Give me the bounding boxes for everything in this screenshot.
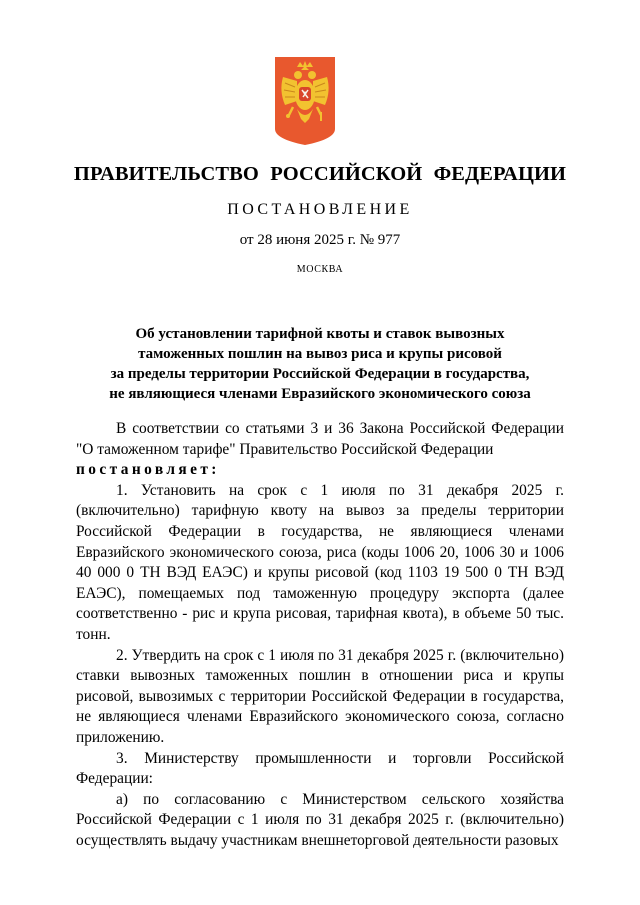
subject-line: таможенных пошлин на вывоз риса и крупы рисовой [138,346,502,362]
document-city: МОСКВА [296,264,344,275]
item-2-paragraph: 2. Утвердить на срок с 1 июля по 31 декабря 2025 г. (включительно) ставки вывозных таможенных пошлин в отношении риса и крупы рисовой, вывозимых с территории Российской Федерации в государства, не являющиеся членами Евразийского экономического союза, согласно приложению. [76,646,564,746]
item-3a-paragraph: а) по согласованию с Министерством сельского хозяйства Российской Федерации с 1 июля по 31 декабря 2025 г. (включительно) осуществлять выдачу участникам внешнеторговой деятельности разовых [76,790,564,849]
subject-line: за пределы территории Российской Федерации в государства, [110,366,530,382]
coat-of-arms-icon [275,57,335,145]
resolves-word: постановляет: [76,461,220,479]
document-body [76,419,564,851]
resolves-line [76,460,564,481]
item-3-paragraph: 3. Министерству промышленности и торговли Российской Федерации: [76,749,564,788]
subject-line: не являющиеся членами Евразийского экономического союза [109,386,531,402]
document-type: ПОСТАНОВЛЕНИЕ [227,201,413,218]
item-1-paragraph: 1. Установить на срок с 1 июля по 31 декабря 2025 г. (включительно) тарифную квоту на вывоз за пределы территории Российской Федерации в государства, не являющиеся членами Евразийского экономического союза, риса (коды 1006 20, 1006 30 и 1006 40 000 0 ТН ВЭД ЕАЭС) и крупы рисовой (код 1103 19 500 0 ТН ВЭД ЕАЭС), помещаемых под таможенную процедуру экспорта (далее соответственно - рис и крупа рисовая, тарифная квота), в объеме 50 тыс. тонн. [76,481,564,643]
document-subject [0,324,640,404]
government-title: ПРАВИТЕЛЬСТВО РОССИЙСКОЙ ФЕДЕРАЦИИ [73,163,567,185]
document-date-number: от 28 июня 2025 г. № 977 [239,232,401,248]
preamble-paragraph: В соответствии со статьями 3 и 36 Закона Российской Федерации "О таможенном тарифе" Правительство Российской Федерации [76,420,564,458]
subject-line: Об установлении тарифной квоты и ставок вывозных [135,326,505,342]
